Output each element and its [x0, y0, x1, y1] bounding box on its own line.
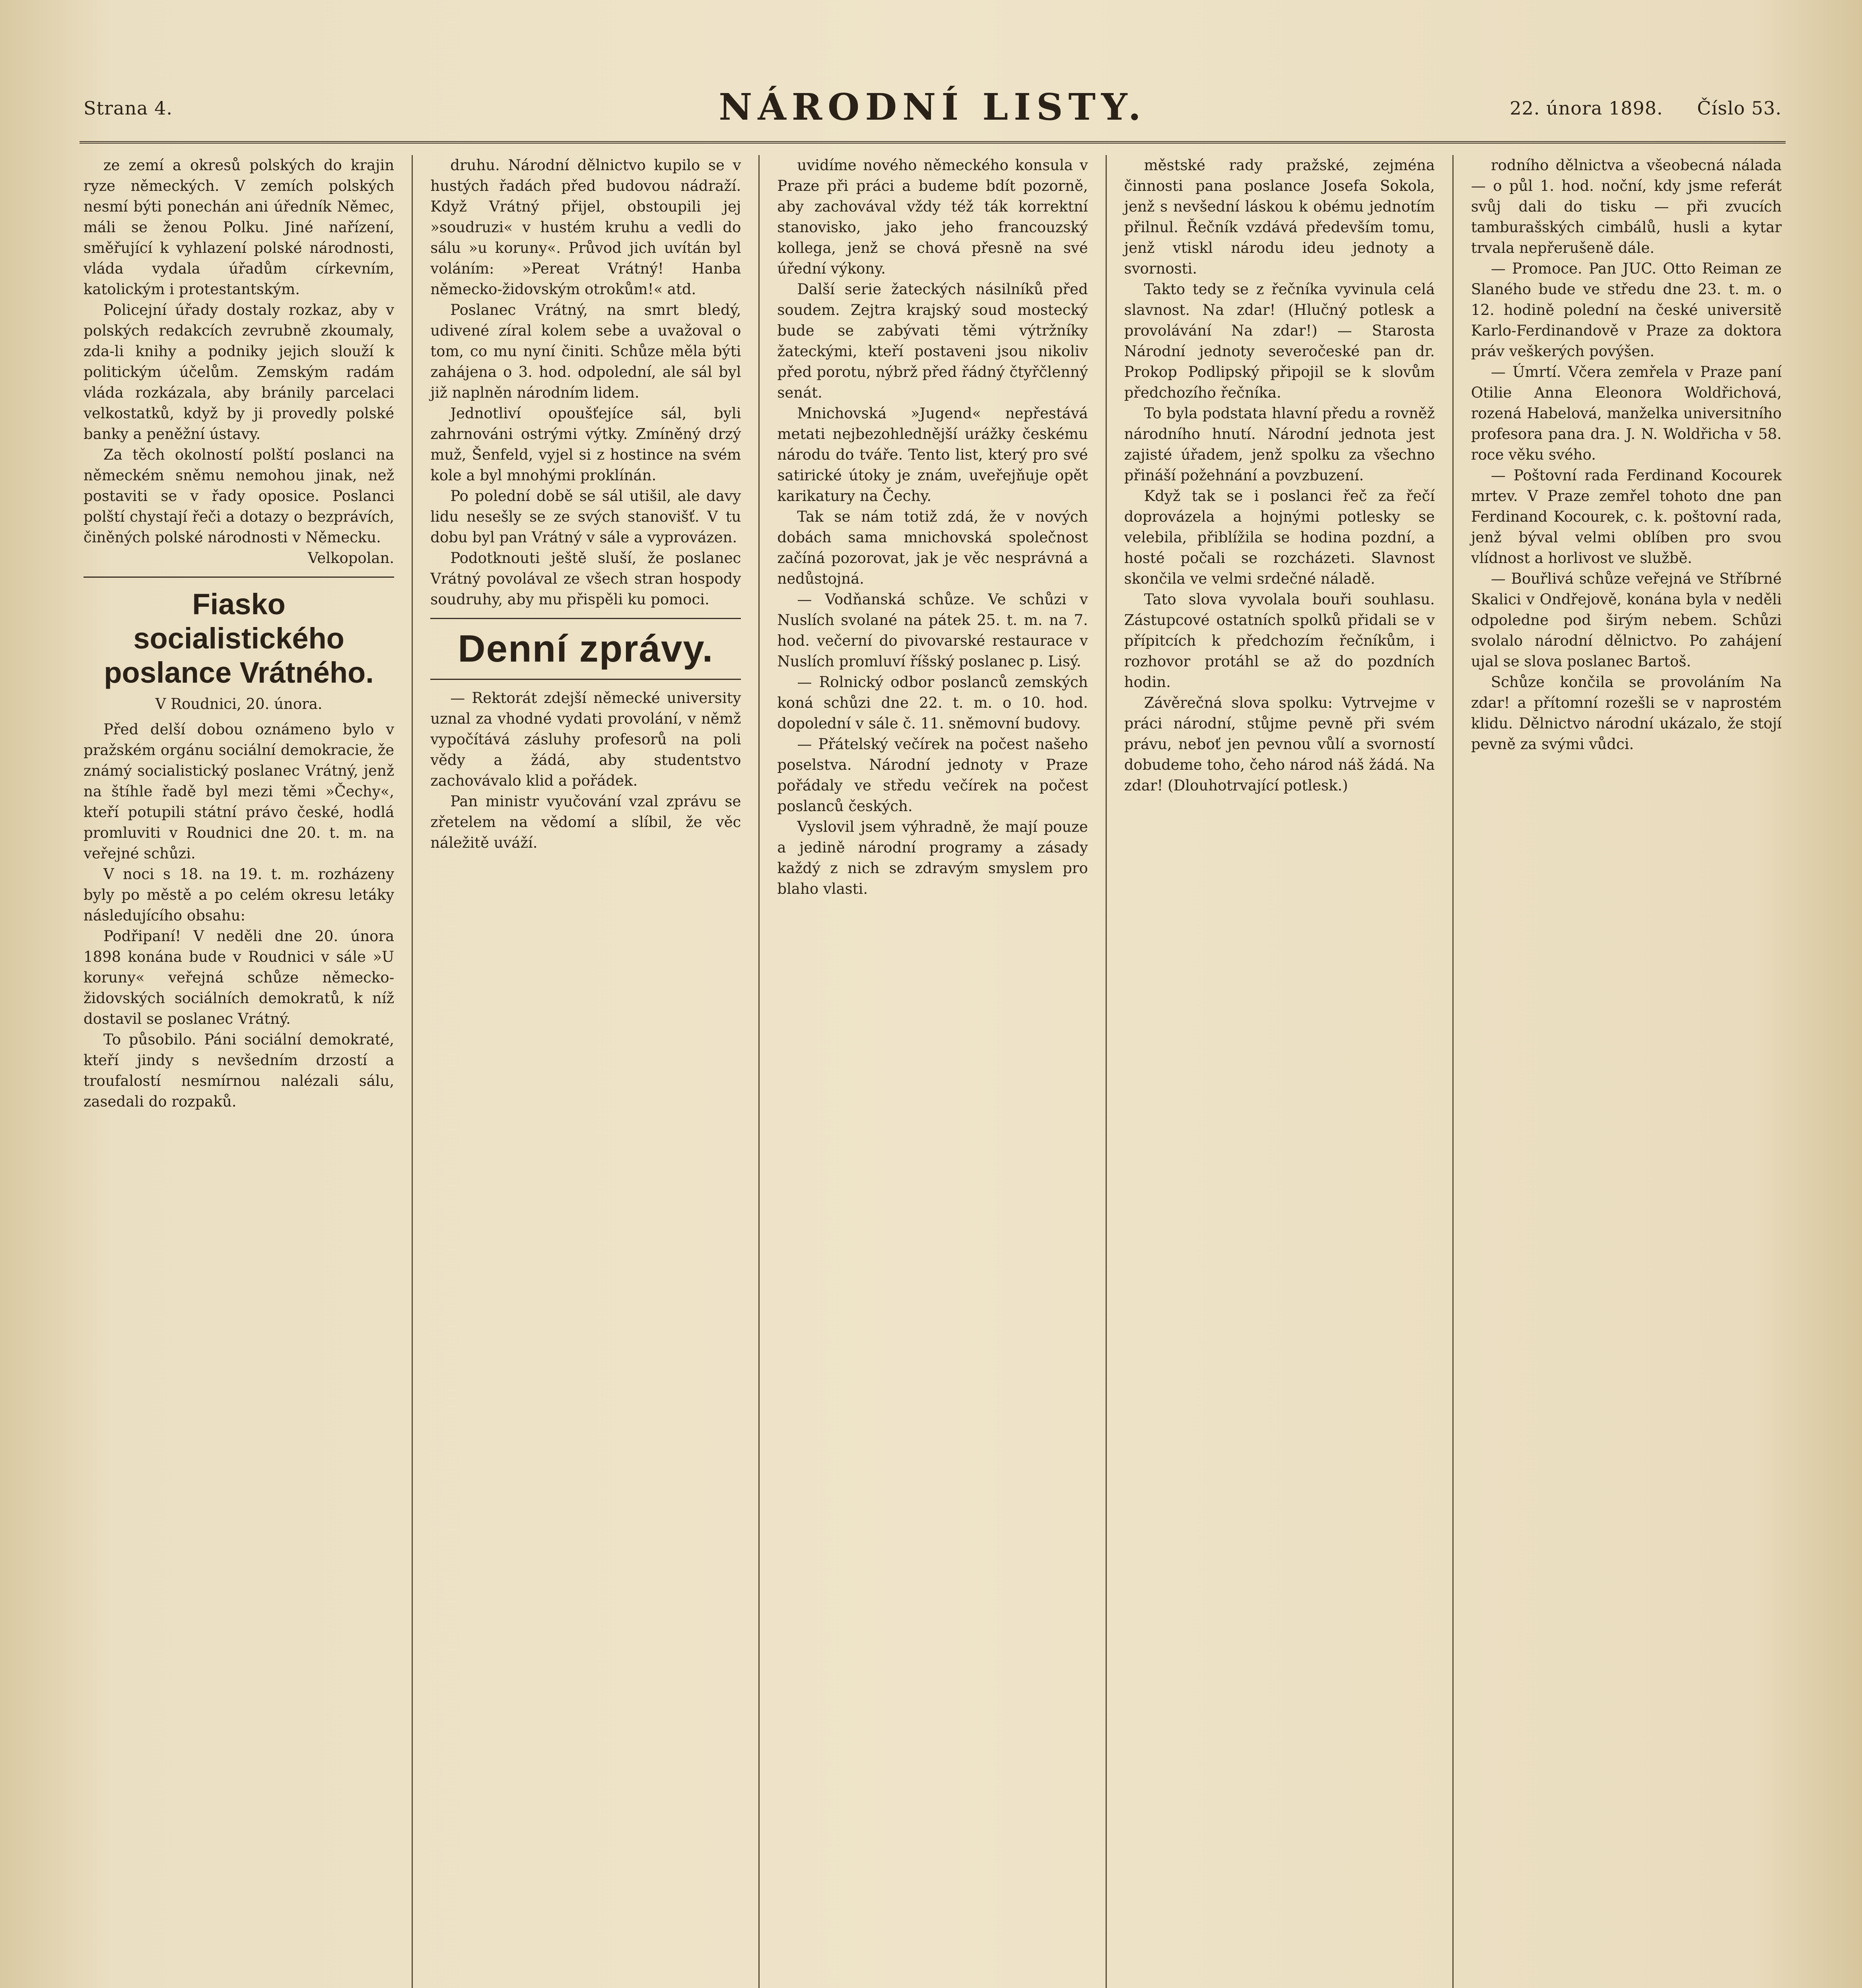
column-5 — [1452, 155, 1786, 1988]
divider — [84, 577, 394, 578]
paragraph: uvidíme nového německého konsula v Praze při práci a budeme bdít pozorně, aby zachovával vždy též ták korrektní stanovisko, jako jeho francouzský kollega, jenž se chová přesně na své úřední výkony. — [777, 157, 1088, 277]
divider — [430, 679, 741, 680]
paragraph: Takto tedy se z řečníka vyvinula celá slavnost. Na zdar! (Hlučný potlesk a provolávání Na zdar!) — Starosta Národní jednoty severočeské pan dr. Prokop Podlipský připojil se k slovům předchozího řečníka. — [1124, 281, 1435, 401]
column-1 — [80, 155, 412, 1988]
paragraph: ze zemí a okresů polských do krajin ryze německých. V zemích polských nesmí býti ponechán ani úředník Němec, máli se ženou Polku. Jiné nařízení, směřující k vyhlazení polské národnosti, vláda vydala úřadům církevním, katolickým i protestantským. — [84, 157, 395, 298]
paragraph: — Úmrtí. Včera zemřela v Praze paní Otilie Anna Eleonora Woldřichová, rozená Habelová, manželka universitního profesora pana dra. J. N. Woldřicha v 58. roce věku svého. — [1471, 363, 1782, 463]
paragraph: — Bouřlivá schůze veřejná ve Stříbrné Skalici v Ondřejově, konána byla v neděli odpoledne pod širým nebem. Schůzi svolalo národní dělnictvo. Po zahájení ujal se slova poslanec Bartoš. — [1471, 570, 1782, 670]
paragraph: Pan ministr vyučování vzal zprávu se zřetelem na vědomí a slíbil, že věc náležitě uváží. — [430, 793, 741, 851]
issue-info — [1510, 97, 1782, 119]
page-number: Strana 4. — [84, 97, 173, 119]
article-columns — [80, 155, 1786, 1988]
issue-date: 22. února 1898. — [1510, 97, 1663, 119]
masthead — [80, 82, 1786, 144]
paragraph: Další serie žateckých násilníků před soudem. Zejtra krajský soud mostecký bude se zabývati těmi výtržníky žateckými, kteří postaveni jsou nikoliv před porotu, nýbrž před řádný čtyřčlenný senát. — [777, 281, 1088, 401]
paragraph: Podřipaní! V neděli dne 20. února 1898 konána bude v Roudnici v sále »U koruny« veřejná schůze německo-židovských sociálních demokratů, k níž dostavil se poslanec Vrátný. — [84, 928, 395, 1027]
paragraph: — Vodňanská schůze. Ve schůzi v Nuslích svolané na pátek 25. t. m. na 7. hod. večerní do pivovarské restaurace v Nuslích promluví říšský poslanec p. Lisý. — [777, 591, 1088, 670]
issue-number: Číslo 53. — [1697, 97, 1782, 119]
paragraph: — Promoce. Pan JUC. Otto Reiman ze Slaného bude ve středu dne 23. t. m. o 12. hodině polední na české universitě Karlo-Ferdinandově v Praze za doktora práv veškerých povýšen. — [1471, 260, 1782, 360]
paragraph: Jednotliví opoušťejíce sál, byli zahrnováni ostrými výtky. Zmíněný drzý muž, Šenfeld, vyjel si z hostince na svém kole a byl mnohými proklínán. — [430, 405, 741, 484]
paragraph: Tak se nám totiž zdá, že v nových dobách sama mnichovská společnost začíná pozorovat, jak je věc nesprávná a nedůstojná. — [777, 508, 1088, 587]
paragraph: To byla podstata hlavní předu a rovněž národního hnutí. Národní jednota jest zajisté úřadem, jenž spolku za všechno přináší požehnání a povzbuzení. — [1124, 405, 1435, 484]
paragraph: Za těch okolností polští poslanci na německém sněmu nemohou jinak, než postaviti se v řady oposice. Poslanci polští chystají řeči a dotazy o bezprávích, činěných polské národnosti v Německu. — [84, 446, 395, 546]
paragraph: Podotknouti ještě sluší, že poslanec Vrátný povolával ze všech stran hospody soudruhy, aby mu přispěli ku pomoci. — [430, 549, 741, 608]
article-signature: Velkopolan. — [308, 549, 395, 567]
paragraph: Když tak se i poslanci řeč za řečí doprovázela a hojnými potlesky se velebila, přiblížila se hodina pozdní, a hosté počali se rozcházeti. Slavnost skončila ve velmi srdečné náladě. — [1124, 487, 1435, 587]
newspaper-title: NÁRODNÍ LISTY. — [719, 85, 1147, 128]
paragraph: Tato slova vyvolala bouři souhlasu. Zástupcové ostatních spolků přidali se v přípitcích k předchozím řečníkům, i rozhovor protáhl se až do pozdních hodin. — [1124, 591, 1435, 691]
paragraph: městské rady pražské, zejména činnosti pana poslance Josefa Sokola, jenž s nevšední láskou k obému jednotím přilnul. Řečník vzdává především tomu, jenž vtiskl národu ideu jednoty a svornosti. — [1124, 157, 1435, 277]
paragraph: Poslanec Vrátný, na smrt bledý, udivené zíral kolem sebe a uvažoval o tom, co mu nyní činiti. Schůze měla býti zahájena o 3. hod. odpolední, ale sál byl již naplněn národním lidem. — [430, 301, 741, 401]
paragraph: Závěrečná slova spolku: Vytrvejme v práci národní, stůjme pevně při svém právu, neboť jen pevnou vůlí a svorností dobudeme toho, čeho národ náš žádá. Na zdar! (Dlouhotrvající potlesk.) — [1124, 694, 1435, 794]
section-title: Denní zprávy. — [458, 627, 714, 670]
paragraph: V noci s 18. na 19. t. m. rozházeny byly po městě a po celém okresu letáky následujícího obsahu: — [84, 866, 395, 924]
paragraph: Policejní úřady dostaly rozkaz, aby v polských redakcích zevrubně zkoumaly, zda-li knihy a podniky jejich slouží k politickým účelům. Zemským radám vláda rozkázala, aby bránily parcelaci velkostatků, když by ji provedly polské banky a peněžní ústavy. — [84, 301, 395, 443]
paragraph: Vyslovil jsem výhradně, že mají pouze a jedině národní programy a zásady každý z nich se zdravým smyslem pro blaho vlasti. — [777, 818, 1088, 897]
article-dateline: V Roudnici, 20. února. — [155, 695, 323, 712]
article-headline: Fiasko socialistického poslance Vrátného. — [104, 588, 374, 689]
paragraph: Po polední době se sál utišil, ale davy lidu nesešly se ze svých stanovišť. V tu dobu byl pan Vrátný v sále a vyprovázen. — [430, 487, 741, 546]
paragraph: — Přátelský večírek na počest našeho poselstva. Národní jednoty v Praze pořádaly ve středu večírek na počest poslanců českých. — [777, 736, 1088, 815]
paragraph: Schůze končila se provoláním Na zdar! a přítomní rozešli se v naprostém klidu. Dělnictvo národní ukázalo, že stojí pevně za svými vůdci. — [1471, 674, 1782, 753]
paragraph: — Poštovní rada Ferdinand Kocourek mrtev. V Praze zemřel tohoto dne pan Ferdinand Kocourek, c. k. poštovní rada, jenž býval velmi oblíben pro svou vlídnost a horlivost ve službě. — [1471, 467, 1782, 567]
paragraph: To působilo. Páni sociální demokraté, kteří jindy s nevšedním drzostí a troufalostí nesmírnou nalézali sálu, zasedali do rozpaků. — [84, 1031, 395, 1110]
divider — [430, 618, 741, 619]
column-4 — [1106, 155, 1452, 1988]
column-3 — [758, 155, 1105, 1988]
column-2 — [412, 155, 758, 1988]
paragraph: rodního dělnictva a všeobecná nálada — o půl 1. hod. noční, kdy jsme referát svůj dali do tisku — při zvucích tamburašských cimbálů, husli a kytar trvala nepřerušeně dále. — [1471, 157, 1782, 256]
paragraph: — Rektorát zdejší německé university uznal za vhodné vydati provolání, v němž vypočítává zásluhy profesorů na poli vědy a žádá, aby studentstvo zachovávalo klid a pořádek. — [430, 689, 741, 789]
paragraph: Mnichovská »Jugend« nepřestává metati nejbezohlednější urážky českému národu do tváře. Tento list, který pro své satirické útoky je znám, uveřejňuje opět karikatury na Čechy. — [777, 405, 1088, 505]
paragraph: druhu. Národní dělnictvo kupilo se v hustých řadách před budovou nádraží. Když Vrátný přijel, obstoupili jej »soudruzi« v hustém kruhu a vedli do sálu »u koruny«. Průvod jich uvítán byl voláním: »Pereat Vrátný! Hanba německo-židovským otrokům!« atd. — [430, 157, 741, 298]
paragraph: — Rolnický odbor poslanců zemských koná schůzi dne 22. t. m. o 10. hod. dopolední v sále č. 11. sněmovní budovy. — [777, 674, 1088, 732]
paragraph: Před delší dobou oznámeno bylo v pražském orgánu sociální demokracie, že známý socialistický poslanec Vrátný, jenž na štíhle řadě byl mezi těmi »Čechy«, kteří potupili státní právo české, hodlá promluviti v Roudnici dne 20. t. m. na veřejné schůzi. — [84, 721, 395, 862]
